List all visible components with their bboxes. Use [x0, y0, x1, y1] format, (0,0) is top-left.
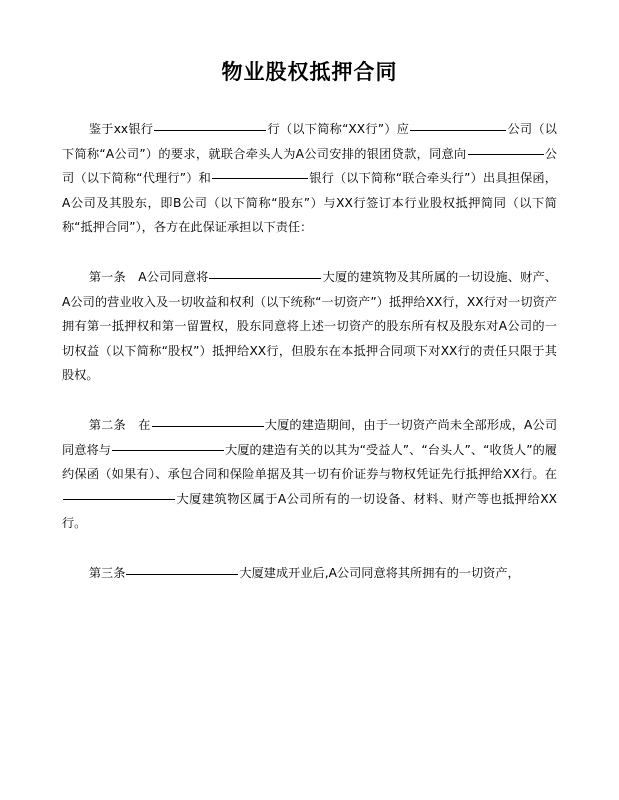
text-run: 大厦的建造期间，由于一切资产尚未全部形成，A公司同意将与 — [62, 418, 558, 457]
page-title: 物业股权抵押合同 — [221, 60, 398, 84]
text-run: 大厦建筑物区属于A公司所有的一切设备、材料、财产等也抵押给XX行。 — [62, 491, 557, 531]
paragraph-article-1 — [62, 265, 557, 387]
text-run: 公司（以下简称“A公司”）的要求，就联合牵头人为A公司安排的银团贷款，同意向 — [62, 122, 557, 161]
fill-in-blank — [63, 487, 175, 500]
text-run: 第三条 — [88, 566, 126, 581]
text-run: 公司（以下简称“代理行”）和 — [62, 146, 557, 186]
fill-in-blank — [112, 438, 224, 451]
text-run: 大厦的建筑物及其所属的一切设施、财产、A公司的营业收入及一切收益和权利（以下统称“一切资产”）抵押给XX行，XX行对一切资产拥有第一抵押权和第一留置权，股东同意将上述一切资产的股东所有权及股东对A公司的一切权益（以下简称“股权”）抵押给XX行，但股东在本抵押合同项下对XX行的责任只限于其股权。 — [62, 270, 557, 383]
fill-in-blank — [212, 166, 308, 179]
text-run: 大厦建成开业后,A公司同意将其所拥有的一切资产， — [239, 566, 520, 581]
fill-in-blank — [152, 413, 264, 426]
fill-in-blank — [154, 117, 266, 130]
fill-in-blank — [468, 142, 544, 155]
fill-in-blank — [410, 117, 506, 130]
document-body — [62, 117, 557, 586]
fill-in-blank — [209, 265, 321, 278]
text-run: 第一条 A公司同意将 — [88, 270, 209, 285]
text-run: 银行（以下简称“联合牵头行”）出具担保函，A公司及其股东，即B公司（以下简称“股东”）与XX行签订本行业股权抵押简同（以下简称“抵押合同”），各方在此保证承担以下责任： — [62, 171, 557, 235]
fill-in-blank — [126, 561, 238, 574]
paragraph-article-2 — [62, 413, 557, 535]
paragraph-article-3 — [62, 561, 557, 585]
text-run: 行（以下简称“XX行”）应 — [267, 122, 410, 137]
text-run: 第二条 在 — [88, 418, 151, 433]
text-run: 大厦的建造有关的以其为“受益人”、“台头人”、“收货人”的履约保函（如果有）、承包合同和保险单据及其一切有价证券与物权凭证先行抵押给XX行。在 — [62, 442, 557, 482]
text-run: 鉴于xx银行 — [88, 122, 154, 137]
paragraph-preamble — [62, 117, 557, 239]
